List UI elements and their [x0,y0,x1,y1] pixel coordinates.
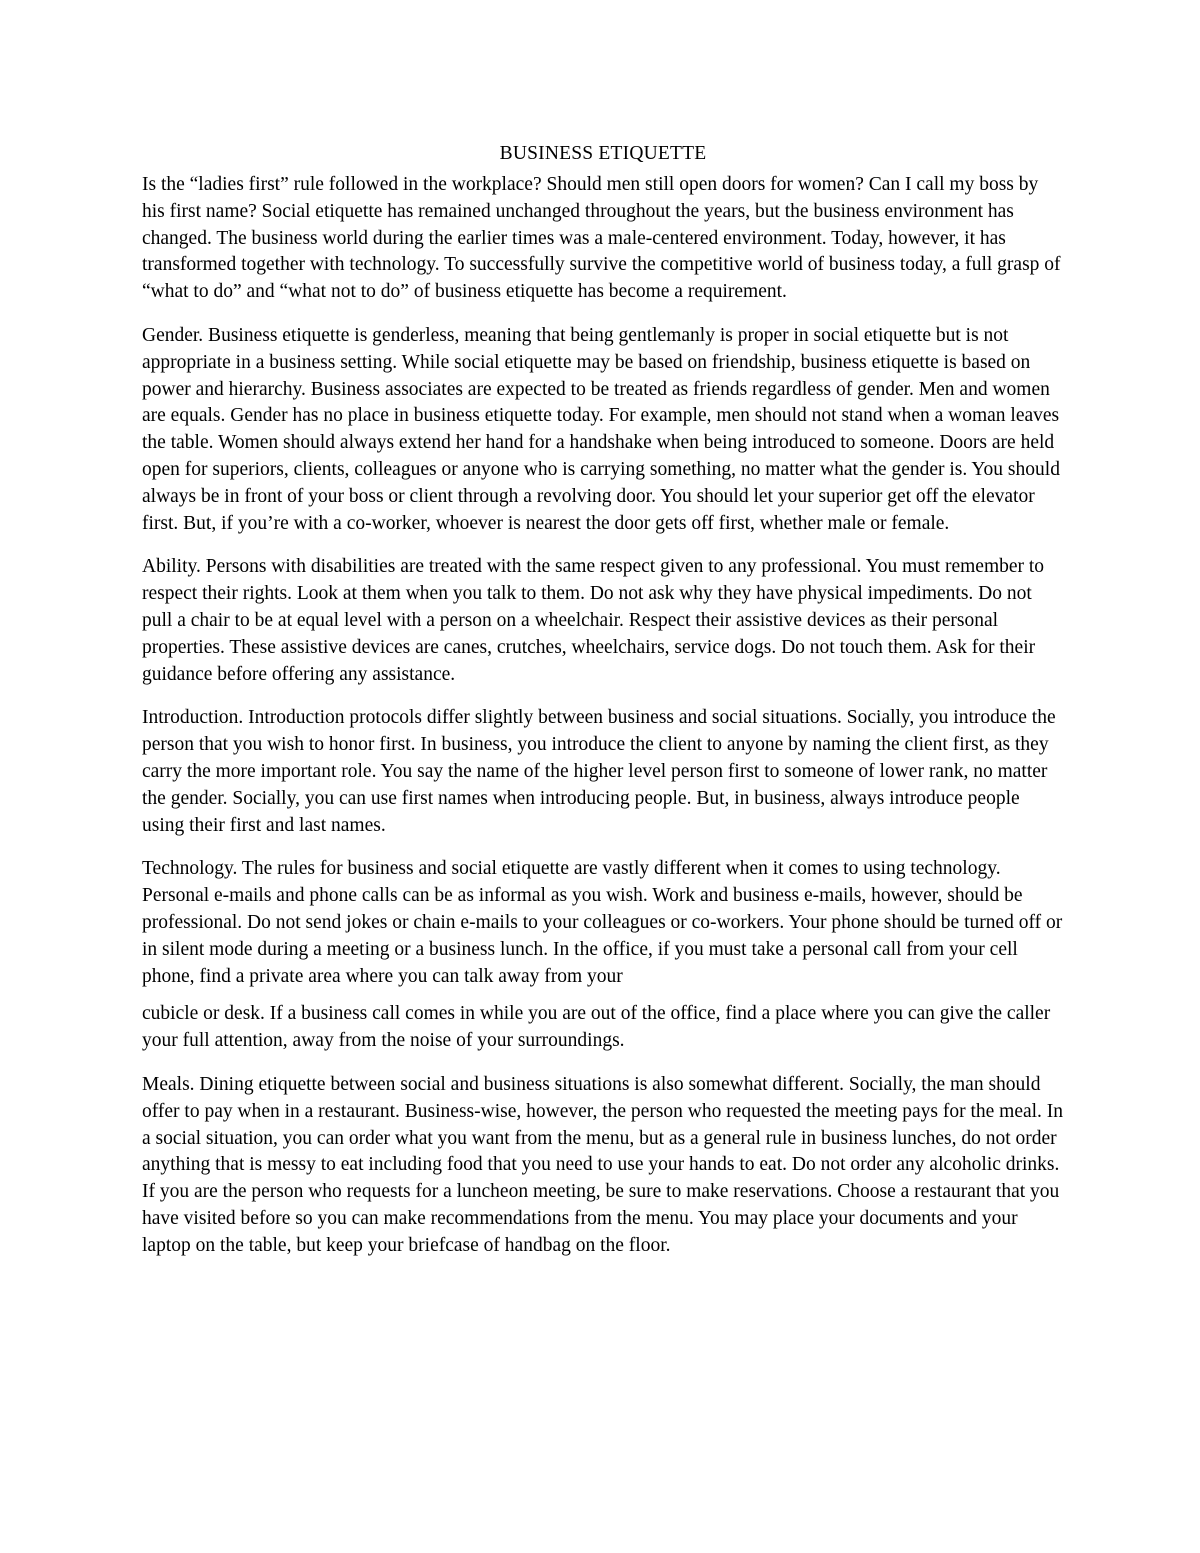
paragraph-meals: Meals. Dining etiquette between social and business situations is also somewhat different. Socially, the man should offer to pay when in a restaurant. Business-wise, however, the person who requested the meeting pays for the meal. In a social situation, you can order what you want from the menu, but as a general rule in business lunches, do not order anything that is messy to eat including food that you need to use your hands to eat. Do not order any alcoholic drinks. If you are the person who requests for a luncheon meeting, be sure to make reservations. Choose a restaurant that you have visited before so you can make recommendations from the menu. You may place your documents and your laptop on the table, but keep your briefcase of handbag on the floor. [142,1073,1064,1256]
paragraph-introduction: Introduction. Introduction protocols differ slightly between business and social situations. Socially, you introduce the person that you wish to honor first. In business, you introduce the client to anyone by naming the client first, as they carry the more important role. You say the name of the higher level person first to someone of lower rank, no matter the gender. Socially, you can use first names when introducing people. But, in business, always introduce people using their first and last names. [142,707,1056,836]
paragraph-technology-continued: cubicle or desk. If a business call comes in while you are out of the office, find a place where you can give the caller your full attention, away from the noise of your surroundings. [142,1003,1051,1052]
paragraph-ability: Ability. Persons with disabilities are treated with the same respect given to any professional. You must remember to respect their rights. Look at them when you talk to them. Do not ask why they have physical impediments. Do not pull a chair to be at equal level with a person on a wheelchair. Respect their assistive devices as their personal properties. These assistive devices are canes, crutches, wheelchairs, service dogs. Do not touch them. Ask for their guidance before offering any assistance. [142,556,1045,685]
document-title: BUSINESS ETIQUETTE [499,143,707,164]
paragraph-gender: Gender. Business etiquette is genderless, meaning that being gentlemanly is proper in social etiquette but is not appropriate in a business setting. While social etiquette may be based on friendship, business etiquette is based on power and hierarchy. Business associates are expected to be treated as friends regardless of gender. Men and women are equals. Gender has no place in business etiquette today. For example, men should not stand when a woman leaves the table. Women should always extend her hand for a handshake when being introduced to someone. Doors are held open for superiors, clients, colleagues or anyone who is carrying something, no matter what the gender is. You should always be in front of your boss or client through a revolving door. You should let your superior get off the elevator first. But, if you’re with a co-worker, whoever is nearest the door gets off first, whether male or female. [142,324,1060,534]
paragraph-technology: Technology. The rules for business and social etiquette are vastly different when it comes to using technology. Personal e-mails and phone calls can be as informal as you wish. Work and business e-mails, however, should be professional. Do not send jokes or chain e-mails to your colleagues or co-workers. Your phone should be turned off or in silent mode during a meeting or a business lunch. In the office, if you must take a personal call from your cell phone, find a private area where you can talk away from your [142,858,1063,987]
document-page [142,140,1064,1276]
paragraph-intro: Is the “ladies first” rule followed in the workplace? Should men still open doors for women? Can I call my boss by his first name? Social etiquette has remained unchanged throughout the years, but the business environment has changed. The business world during the earlier times was a male-centered environment. Today, however, it has transformed together with technology. To successfully survive the competitive world of business today, a full grasp of “what to do” and “what not to do” of business etiquette has become a requirement. [142,174,1061,303]
